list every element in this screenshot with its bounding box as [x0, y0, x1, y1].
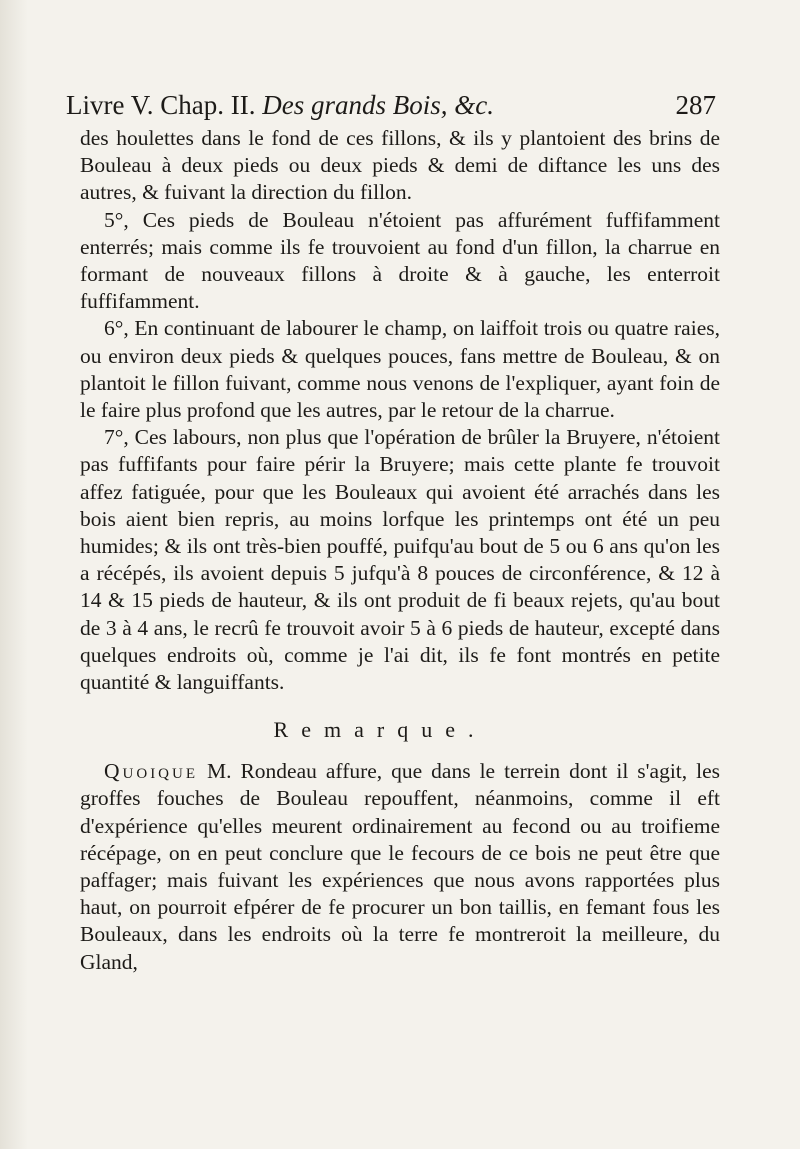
remarque-heading: Remarque. [273, 717, 487, 743]
binding-gutter [0, 0, 28, 1149]
paragraph: 7°, Ces labours, non plus que l'opération de brûler la Bruyere, n'étoient pas fuffifants pour faire périr la Bruyere; mais cette plante fe trouvoit affez fatiguée, pour que les Bouleaux qui avoient été arrachés dans les bois aient bien repris, au moins lorfque les printemps ont été un peu humides; & ils ont très-bien pouffé, puifqu'au bout de 5 ou 6 ans qu'on les a récépés, ils avoient depuis 5 jufqu'à 8 pouces de circonférence, & 12 à 14 & 15 pieds de hauteur, & ils ont produit de fi beaux rejets, qu'au bout de 3 à 4 ans, le recrû fe trouvoit avoir 5 à 6 pieds de hauteur, excepté dans quelques endroits où, comme je l'ai dit, ils fe font montrés en petite quantité & languiffants. [80, 425, 720, 695]
header-left [66, 88, 494, 122]
running-header [66, 88, 716, 122]
main-text [80, 125, 720, 976]
paragraph: 6°, En continuant de labourer le champ, on laiffoit trois ou quatre raies, ou environ deux pieds & quelques pouces, fans mettre de Bouleau, & on plantoit le fillon fuivant, comme nous venons de l'expliquer, ayant foin de le faire plus profond que les autres, par le retour de la charrue. [80, 316, 720, 423]
running-head: Livre V. Chap. II. [66, 90, 256, 120]
paragraph: 5°, Ces pieds de Bouleau n'étoient pas affurément fuffifamment enterrés; mais comme ils fe trouvoient au fond d'un fillon, la charrue en formant de nouveaux fillons à droite & à gauche, les enterroit fuffifamment. [80, 207, 720, 314]
section-title: Des grands Bois, &c. [262, 90, 494, 120]
remarque-text: M. Rondeau affure, que dans le terrein dont il s'agit, les groffes fouches de Bouleau repouffent, néanmoins, comme il eft d'expérience qu'elles meurent ordinairement au fecond ou au troifieme récépage, on en peut conclure que le fecours de ce bois ne peut être que paffager; mais fuivant les expériences que nous avons rapportées plus haut, on pourroit efpérer de fe procurer un bon taillis, en femant fous les Bouleaux, dans les endroits où la terre fe montreroit la meilleure, du Gland, [80, 759, 720, 974]
paragraph: des houlettes dans le fond de ces fillons, & ils y plantoient des brins de Bouleau à deux pieds ou deux pieds & demi de diftance les uns des autres, & fuivant la direction du fillon. [80, 126, 720, 205]
remarque-paragraph [80, 758, 720, 976]
page-number: 287 [675, 90, 716, 120]
lead-word: Quoique [104, 759, 199, 784]
